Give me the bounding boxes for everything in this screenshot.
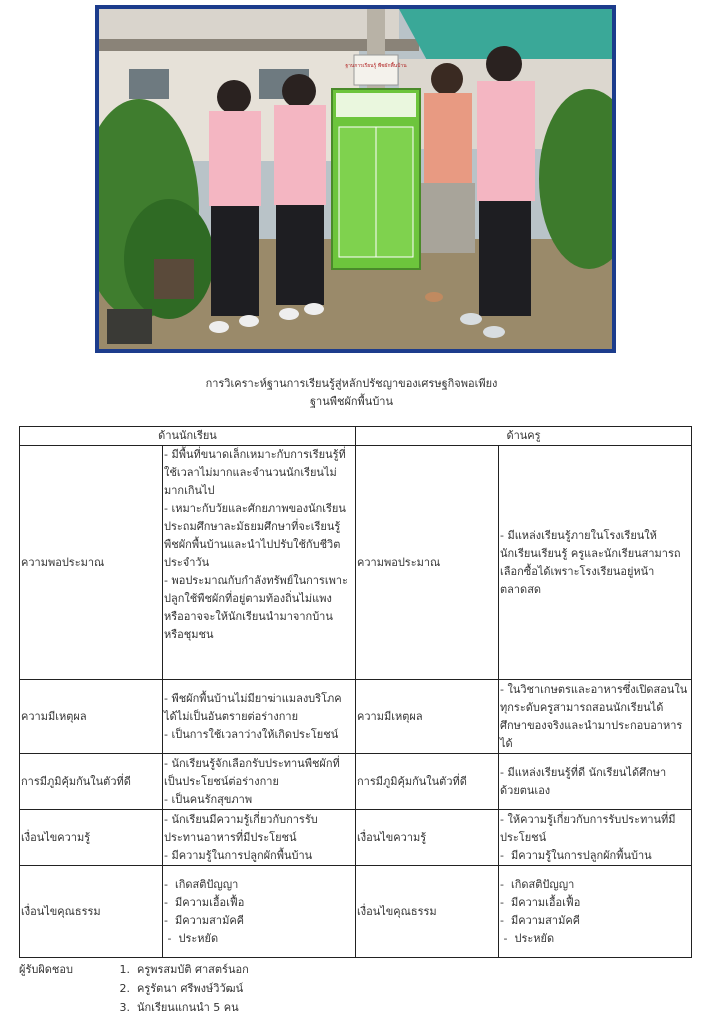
person-2-pants — [276, 205, 324, 305]
student-criterion-label: เงื่อนไขความรู้ — [20, 810, 163, 866]
student-detail — [163, 680, 356, 754]
responsible-label: ผู้รับผิดชอบ — [19, 963, 73, 976]
detail-line: - มีแหล่งเรียนรู้ภายในโรงเรียนให้ — [500, 528, 657, 542]
detail-line: หรืออาจจะให้นักเรียนนำมาจากบ้าน — [164, 610, 333, 623]
detail-line: - มีความรู้ในการปลูกผักพื้นบ้าน — [500, 848, 652, 862]
caption-title: การวิเคราะห์ฐานการเรียนรู้สู่หลักปรัชญาของเศรษฐกิจพอเพียง — [205, 377, 498, 390]
photo-frame — [95, 5, 616, 353]
header-student-side: ด้านนักเรียน — [20, 427, 356, 446]
detail-line: ทุกระดับครูสามารถสอนนักเรียนได้ — [500, 700, 664, 714]
detail-line: ประถมศึกษาละมัธยมศึกษาที่จะเรียนรู้ — [164, 520, 341, 533]
detail-line: - มีแหล่งเรียนรู้ที่ดี นักเรียนได้ศึกษา — [500, 765, 667, 779]
student-detail — [163, 446, 356, 680]
detail-line: - มีความเอื้อเฟื้อ — [164, 895, 245, 909]
teacher-detail — [499, 866, 692, 958]
detail-line: ปลูกใช้พืชผักที่อยู่ตามท้องถิ่นไม่แพง — [164, 592, 332, 605]
student-criterion-label: เงื่อนไขคุณธรรม — [20, 866, 163, 958]
person-3-skirt — [421, 183, 475, 253]
detail-line: - เป็นการใช้เวลาว่างให้เกิดประโยชน์ — [164, 727, 339, 741]
student-detail — [163, 754, 356, 810]
detail-line: ด้วยตนเอง — [500, 783, 551, 797]
detail-line: มากเกินไป — [164, 484, 215, 497]
teacher-criterion-label: เงื่อนไขความรู้ — [356, 810, 499, 866]
responsible-person: นักเรียนแกนนำ 5 คน — [137, 1001, 239, 1014]
responsible-person: ครูพรสมบัติ ศาสตร์นอก — [137, 963, 249, 976]
detail-line: ศึกษาของจริงและนำมาประกอบอาหาร — [500, 718, 683, 732]
person-4-shirt — [477, 81, 535, 201]
person-1-pants — [211, 206, 259, 316]
detail-line: - มีความสามัคคี — [164, 913, 245, 927]
pot-left-2 — [154, 259, 194, 299]
person-2-shirt — [274, 105, 326, 205]
detail-line: - มีพื้นที่ขนาดเล็กเหมาะกับการเรียนรู้ที่ — [164, 448, 346, 461]
detail-line: - ประหยัด — [500, 931, 555, 945]
person-1-head — [217, 80, 251, 114]
person-2-shoe — [279, 308, 299, 320]
detail-line: - ให้ความรู้เกี่ยวกับการรับประทานที่มี — [500, 812, 676, 826]
detail-line: - ในวิชาเกษตรและอาหารซึ่งเปิดสอนใน — [500, 682, 688, 696]
list-item — [111, 998, 249, 1017]
teacher-criterion-label: เงื่อนไขคุณธรรม — [356, 866, 499, 958]
detail-line: ได้ไม่เป็นอันตรายต่อร่างกาย — [164, 709, 299, 723]
detail-line: ตลาดสด — [500, 582, 542, 596]
list-number: 1. — [119, 963, 130, 976]
detail-line: - เกิดสติปัญญา — [500, 877, 575, 891]
pot-left — [107, 309, 152, 344]
detail-line: หรือชุมชน — [164, 628, 214, 641]
detail-line: - มีความรู้ในการปลูกผักพื้นบ้าน — [164, 848, 313, 862]
analysis-table — [19, 426, 692, 958]
teacher-criterion-label: ความมีเหตุผล — [356, 680, 499, 754]
detail-line: - เหมาะกับวัยและศักยภาพของนักเรียน — [164, 502, 346, 515]
teacher-criterion-label: ความพอประมาณ — [356, 446, 499, 680]
student-detail — [163, 866, 356, 958]
detail-line: - เป็นคนรักสุขภาพ — [164, 792, 253, 806]
responsible-list — [111, 960, 249, 1017]
detail-line: - มีความสามัคคี — [500, 913, 581, 927]
detail-line: - นักเรียนมีความรู้เกี่ยวกับการรับ — [164, 812, 318, 826]
detail-line: - นักเรียนรู้จักเลือกรับประทานพืชผักที่ — [164, 756, 340, 770]
student-criterion-label: การมีภูมิคุ้มกันในตัวที่ดี — [20, 754, 163, 810]
person-4-shoe-2 — [483, 326, 505, 338]
header-teacher-side: ด้านครู — [356, 427, 692, 446]
responsible-person: ครูรัตนา ศรีพงษ์วิวัฒน์ — [137, 982, 244, 995]
detail-line: - มีความเอื้อเฟื้อ — [500, 895, 581, 909]
person-2-head — [282, 74, 316, 108]
small-sign-text: ฐานการเรียนรู้ พืชผักพื้นบ้าน — [345, 63, 407, 69]
detail-line: ใช้เวลาไม่มากและจำนวนนักเรียนไม่ — [164, 466, 337, 479]
person-4-head — [486, 46, 522, 82]
detail-line: - ประหยัด — [164, 931, 219, 945]
table-row — [20, 446, 692, 680]
teacher-detail — [499, 446, 692, 680]
detail-line: นักเรียนเรียนรู้ ครูและนักเรียนสามารถ — [500, 546, 681, 560]
detail-line: ประโยชน์ — [500, 830, 547, 844]
person-1-shoe — [209, 321, 229, 333]
small-sign — [354, 55, 398, 85]
person-2-shoe-2 — [304, 303, 324, 315]
detail-line: - พืชผักพื้นบ้านไม่มียาฆ่าแมลงบริโภค — [164, 691, 342, 705]
detail-line: เลือกซื้อได้เพราะโรงเรียนอยู่หน้า — [500, 564, 655, 578]
teacher-detail — [499, 810, 692, 866]
table-row — [20, 866, 692, 958]
person-4-pants — [479, 201, 531, 316]
student-detail — [163, 810, 356, 866]
table-header-row — [20, 427, 692, 446]
teacher-detail — [499, 754, 692, 810]
student-criterion-label: ความมีเหตุผล — [20, 680, 163, 754]
table-row — [20, 680, 692, 754]
table-row — [20, 810, 692, 866]
person-3-shoe — [425, 292, 443, 302]
detail-line: ได้ — [500, 736, 513, 750]
list-item — [111, 960, 249, 979]
list-number: 3. — [119, 1001, 130, 1014]
detail-line: ประทานอาหารที่มีประโยชน์ — [164, 830, 297, 844]
detail-line: ประจำวัน — [164, 556, 210, 569]
teacher-criterion-label: การมีภูมิคุ้มกันในตัวที่ดี — [356, 754, 499, 810]
group-photo — [99, 9, 612, 349]
list-item — [111, 979, 249, 998]
detail-line: เป็นประโยชน์ต่อร่างกาย — [164, 774, 279, 788]
detail-line: - เกิดสติปัญญา — [164, 877, 239, 891]
person-3-head — [431, 63, 463, 95]
detail-line: พืชผักพื้นบ้านและนำไปปรับใช้กับชีวิต — [164, 538, 341, 551]
detail-line: - พอประมาณกับกำลังทรัพย์ในการเพาะ — [164, 574, 348, 587]
building-window — [129, 69, 169, 99]
table-row — [20, 754, 692, 810]
student-criterion-label: ความพอประมาณ — [20, 446, 163, 680]
caption-subtitle: ฐานพืชผักพื้นบ้าน — [309, 395, 394, 408]
person-1-shirt — [209, 111, 261, 206]
person-4-shoe — [460, 313, 482, 325]
info-board-header — [336, 93, 416, 117]
teacher-detail — [499, 680, 692, 754]
person-3-blouse — [424, 93, 472, 183]
person-1-shoe-2 — [239, 315, 259, 327]
list-number: 2. — [119, 982, 130, 995]
